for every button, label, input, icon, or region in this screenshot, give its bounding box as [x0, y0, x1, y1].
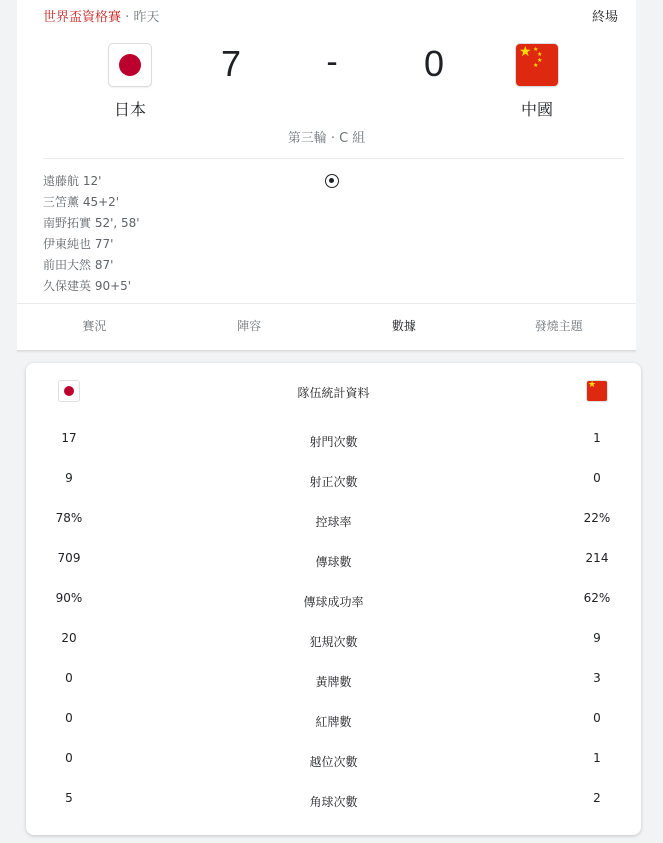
- away-stat-value: 22%: [583, 511, 611, 525]
- home-stat-value: 0: [65, 751, 73, 765]
- stat-row: [26, 499, 641, 539]
- competition-separator: ·: [125, 10, 130, 25]
- scorer-item: 南野拓實 52', 58': [43, 216, 140, 230]
- stat-row: [26, 459, 641, 499]
- away-stat-value: 1: [593, 751, 601, 765]
- home-stat-value: 90%: [55, 591, 83, 605]
- stat-row: [26, 779, 641, 819]
- stat-row: [26, 419, 641, 459]
- away-stat-value: 214: [585, 551, 609, 565]
- stat-label: 射門次數: [309, 435, 358, 449]
- competition-line: [43, 6, 159, 25]
- away-stat-value: 3: [593, 671, 601, 685]
- stat-label: 紅牌數: [315, 715, 352, 729]
- home-stat-value: 5: [65, 791, 73, 805]
- scorer-item: 三笘薰 45+2': [43, 195, 120, 209]
- stat-label: 角球次數: [309, 795, 358, 809]
- match-header-card: [17, 0, 636, 352]
- team-stats-card: [26, 363, 641, 835]
- stat-label: 傳球數: [315, 555, 352, 569]
- stat-label: 黃牌數: [315, 675, 352, 689]
- away-team-name[interactable]: 中國: [520, 100, 553, 119]
- china-flag-icon[interactable]: ★ ★ ★ ★ ★: [516, 44, 558, 86]
- competition-link[interactable]: 世界盃資格賽: [43, 10, 122, 25]
- score-separator: -: [326, 43, 338, 81]
- stat-row: [26, 699, 641, 739]
- stat-label: 射正次數: [309, 475, 358, 489]
- tabs-shadow: [17, 350, 636, 353]
- japan-flag-icon[interactable]: [109, 44, 151, 86]
- home-score: 7: [220, 43, 242, 84]
- tab-trending[interactable]: 發燒主題: [534, 319, 583, 333]
- home-stat-value: 0: [65, 711, 73, 725]
- round-info: 第三輪 · C 組: [287, 131, 366, 146]
- match-status: 終場: [591, 10, 618, 25]
- stat-row: [26, 619, 641, 659]
- home-team-name[interactable]: 日本: [113, 100, 146, 119]
- away-stat-value: 62%: [583, 591, 611, 605]
- stats-title: 隊伍統計資料: [297, 386, 370, 400]
- match-tabs: [17, 304, 636, 350]
- away-stat-value: 9: [593, 631, 601, 645]
- home-scorers-list: [43, 172, 140, 298]
- scorer-item: 遠藤航 12': [43, 174, 102, 188]
- match-date: 昨天: [133, 10, 160, 25]
- stat-row: [26, 659, 641, 699]
- stat-label: 越位次數: [309, 755, 358, 769]
- away-stat-value: 0: [593, 471, 601, 485]
- stat-row: [26, 739, 641, 779]
- divider: [43, 158, 624, 159]
- home-stat-value: 17: [61, 431, 77, 445]
- home-stat-value: 709: [57, 551, 81, 565]
- stat-label: 控球率: [315, 515, 352, 529]
- away-stat-value: 1: [593, 431, 601, 445]
- stat-row: [26, 579, 641, 619]
- home-stat-value: 9: [65, 471, 73, 485]
- tab-match-summary[interactable]: 賽況: [82, 319, 107, 333]
- stat-label: 犯規次數: [309, 635, 358, 649]
- stat-label: 傳球成功率: [303, 595, 364, 609]
- scorer-item: 久保建英 90+5': [43, 279, 132, 293]
- home-stat-value: 20: [61, 631, 77, 645]
- home-stat-value: 0: [65, 671, 73, 685]
- tab-stats[interactable]: 數據: [391, 319, 416, 333]
- soccer-ball-icon: [325, 174, 339, 188]
- home-stat-value: 78%: [55, 511, 83, 525]
- stats-header: [26, 363, 641, 419]
- tab-lineups[interactable]: 陣容: [237, 319, 262, 333]
- away-stat-value: 0: [593, 711, 601, 725]
- away-score: 0: [423, 43, 445, 84]
- away-stat-value: 2: [593, 791, 601, 805]
- scorer-item: 前田大然 87': [43, 258, 114, 272]
- scorer-item: 伊東純也 77': [43, 237, 114, 251]
- stat-row: [26, 539, 641, 579]
- china-flag-icon: ★: [587, 381, 607, 401]
